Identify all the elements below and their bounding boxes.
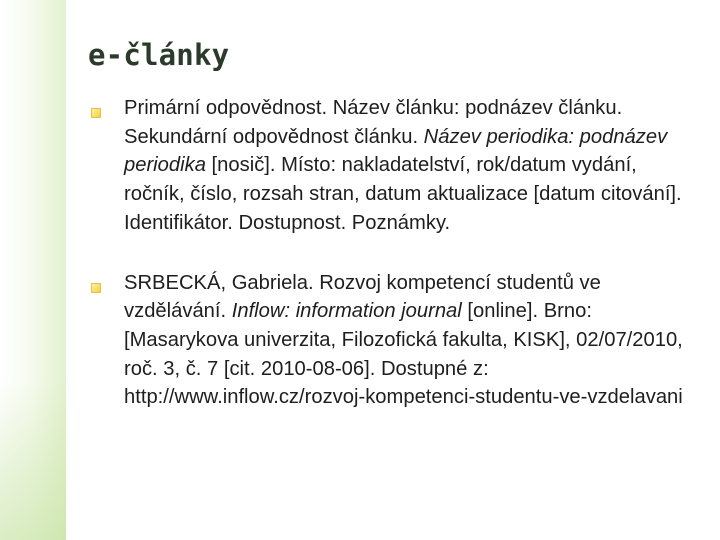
- bullet-item-citation-example: [88, 269, 688, 413]
- square-bullet-icon: [91, 283, 101, 293]
- bullet-text-segment: [nosič]. Místo: nakladatelství, rok/datum vydání, ročník, číslo, rozsah stran, datum aktualizace [datum citování]. Identifikátor. Dostupnost. Poznámky.: [124, 154, 682, 234]
- bullet-text-segment: Primární odpovědnost. Název článku: podnázev článku. Sekundární odpovědnost článku.: [124, 97, 623, 148]
- slide-title: e-články: [88, 38, 230, 72]
- bullet-item-citation-format: [88, 94, 688, 238]
- bullet-list: [88, 94, 688, 412]
- bullet-text-segment-italic: Název periodika: podnázev periodika: [124, 125, 668, 177]
- square-bullet-icon: [91, 108, 101, 118]
- bullet-text-segment: SRBECKÁ, Gabriela. Rozvoj kompetencí studentů ve vzdělávání.: [124, 271, 601, 323]
- bullet-text-segment: [online]. Brno: [Masarykova univerzita, Filozofická fakulta, KISK], 02/07/2010, roč. 3, č. 7 [cit. 2010-08-06]. Dostupné z: http://www.inflow.cz/rozvoj-kompetenci-studentu-ve-vzdelavani: [124, 300, 683, 409]
- bullet-text-segment-italic: Inflow: information journal: [231, 300, 462, 323]
- side-decoration-band: [0, 0, 66, 540]
